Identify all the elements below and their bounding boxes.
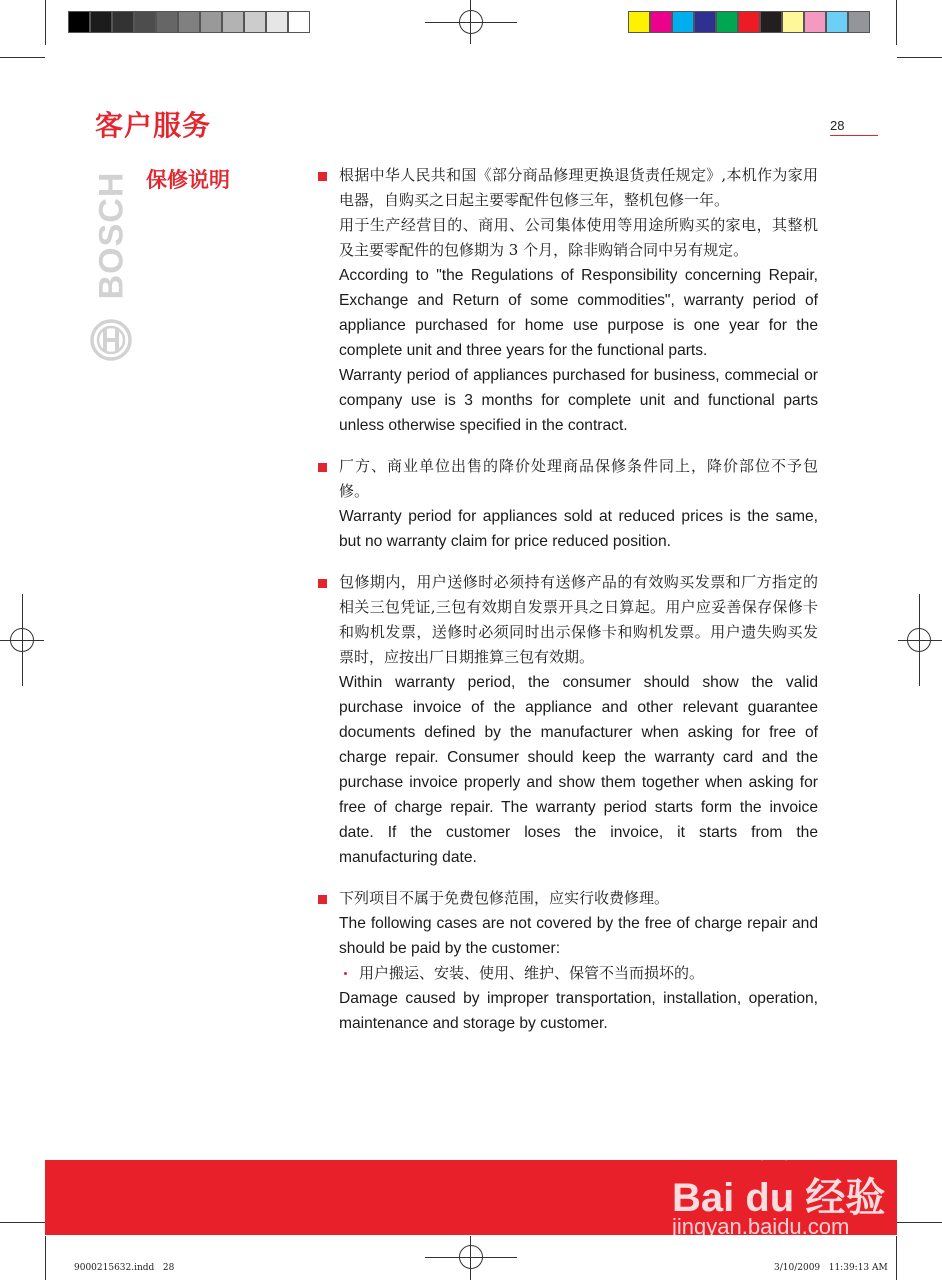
color-swatch	[804, 11, 826, 33]
gray-swatch	[200, 11, 222, 33]
brand-wordmark	[92, 165, 131, 305]
brand-name: BOSCH	[92, 171, 131, 299]
crop-mark	[0, 1222, 45, 1223]
warranty-terms-list	[318, 163, 818, 1052]
item-text-cn: 用于生产经营目的、商用、公司集体使用等用途所购买的家电，其整机及主要零配件的包修期为 3 个月，除非购销合同中另有规定。	[339, 216, 818, 259]
gray-swatch	[222, 11, 244, 33]
color-swatch	[694, 11, 716, 33]
list-item	[318, 163, 818, 438]
item-text-cn: 包修期内，用户送修时必须持有送修产品的有效购买发票和厂方指定的相关三包凭证,三包有效期自发票开具之日算起。用户应妥善保存保修卡和购机发票，送修时必须同时出示保修卡和购机发票。用户遗失购买发票时，应按出厂日期推算三包有效期。	[339, 573, 818, 666]
crop-mark	[897, 1222, 942, 1223]
list-item	[318, 454, 818, 554]
item-text-en: Warranty period of appliances purchased for business, commecial or company use is 3 months for complete unit and functional parts unless otherwise specified in the contract.	[339, 367, 818, 434]
baidu-watermark	[668, 1148, 892, 1244]
item-text-en: The following cases are not covered by the free of charge repair and should be paid by the customer:	[339, 915, 818, 957]
sub-item-text-en: Damage caused by improper transportation, installation, operation, maintenance and storage by customer.	[339, 990, 818, 1032]
list-item	[318, 570, 818, 870]
page-title: 客户服务	[95, 109, 212, 142]
bullet-square-icon	[318, 579, 327, 588]
bullet-square-icon	[318, 463, 327, 472]
watermark-url: jingyan.baidu.com	[672, 1214, 850, 1239]
color-swatch	[716, 11, 738, 33]
bullet-square-icon	[318, 172, 327, 181]
watermark-logo-text: Bai du 经验	[672, 1176, 886, 1220]
bullet-dot-icon	[344, 972, 347, 975]
crop-mark	[45, 0, 46, 45]
item-text-cn: 根据中华人民共和国《部分商品修理更换退货责任规定》,本机作为家用电器，自购买之日起主要零配件包修三年，整机包修一年。	[339, 166, 818, 209]
crop-mark	[45, 1236, 46, 1280]
sub-item-text-cn: 用户搬运、安装、使用、维护、保管不当而损坏的。	[359, 964, 705, 982]
print-slug-timestamp: 3/10/2009 11:39:13 AM	[774, 1263, 888, 1273]
gray-swatch	[266, 11, 288, 33]
gray-swatch	[90, 11, 112, 33]
color-swatch	[650, 11, 672, 33]
gray-calibration-bar	[68, 11, 310, 33]
crop-mark	[897, 57, 942, 58]
item-text-en: According to "the Regulations of Responsibility concerning Repair, Exchange and Return of some commodities", warranty period of appliance purchased for home use purpose is one year for the complete unit and three years for the functional parts.	[339, 267, 818, 359]
page-number: 28	[830, 118, 845, 133]
item-text-cn: 厂方、商业单位出售的降价处理商品保修条件同上，降价部位不予包修。	[339, 457, 818, 500]
color-swatch	[760, 11, 782, 33]
gray-swatch	[68, 11, 90, 33]
color-swatch	[738, 11, 760, 33]
item-text-en: Warranty period for appliances sold at reduced prices is the same, but no warranty claim for price reduced position.	[339, 508, 818, 550]
color-swatch	[782, 11, 804, 33]
gray-swatch	[178, 11, 200, 33]
bosch-armature-icon	[89, 318, 133, 362]
gray-swatch	[112, 11, 134, 33]
crop-mark	[896, 1236, 897, 1280]
gray-swatch	[288, 11, 310, 33]
section-title: 保修说明	[146, 168, 230, 192]
gray-swatch	[134, 11, 156, 33]
crop-mark	[896, 0, 897, 45]
color-swatch	[826, 11, 848, 33]
color-swatch	[628, 11, 650, 33]
color-calibration-bar	[628, 11, 870, 33]
item-text-en: Within warranty period, the consumer should show the valid purchase invoice of the appliance and other relevant guarantee documents defined by the manufacturer when asking for free of charge repair. Consumer should keep the warranty card and the purchase invoice properly and show them together when asking for free of charge repair. The warranty period starts form the invoice date. If the customer loses the invoice, it starts from the manufacturing date.	[339, 674, 818, 866]
bullet-square-icon	[318, 895, 327, 904]
gray-swatch	[244, 11, 266, 33]
item-text-cn: 下列项目不属于免费包修范围，应实行收费修理。	[339, 889, 670, 907]
color-swatch	[848, 11, 870, 33]
gray-swatch	[156, 11, 178, 33]
page-number-underline	[830, 135, 878, 136]
crop-mark	[0, 57, 45, 58]
print-slug-file: 9000215632.indd 28	[74, 1263, 175, 1273]
color-swatch	[672, 11, 694, 33]
list-item	[318, 886, 818, 1036]
sub-list-item	[339, 961, 818, 986]
